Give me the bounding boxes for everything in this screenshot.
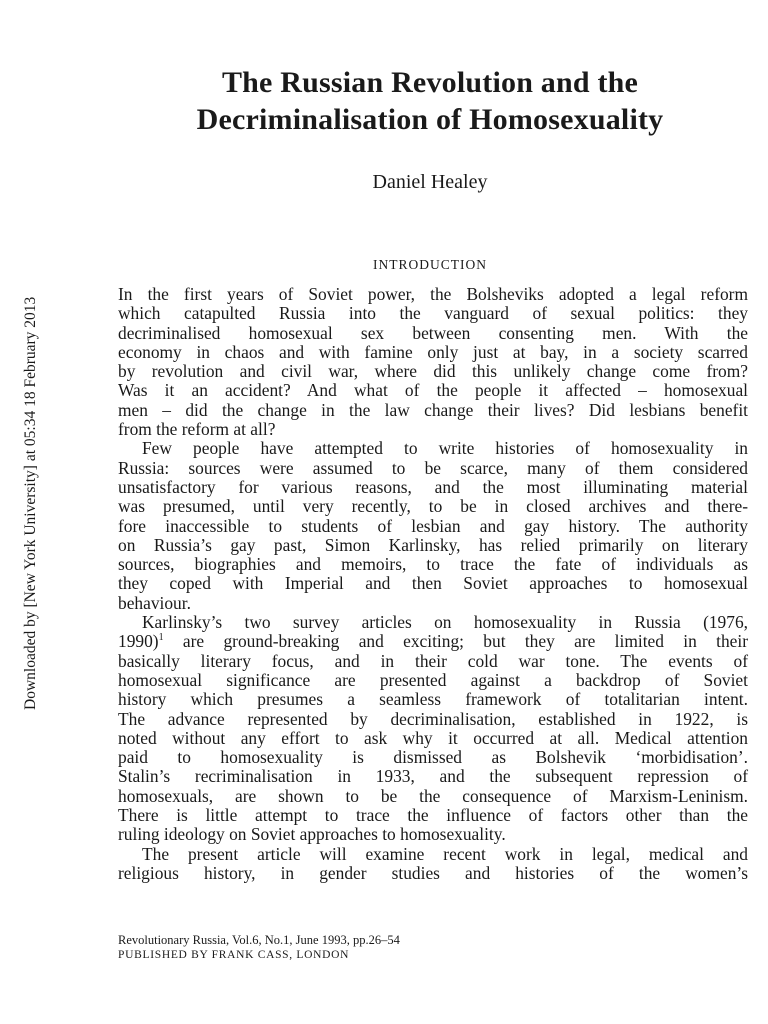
body-line-rest: are ground-breaking and exciting; but they are limited in their	[163, 631, 748, 652]
body-line: they coped with Imperial and then Soviet approaches to homosexual	[118, 573, 748, 594]
title-line-2: Decriminalisation of Homosexuality	[196, 103, 664, 136]
body-line: basically literary focus, and in their cold war tone. The events of	[118, 650, 748, 671]
side-download-note: Downloaded by [New York University] at 05:34 18 February 2013	[22, 296, 39, 710]
body-line: decriminalised homosexual sex between consenting men. With the	[118, 322, 748, 343]
body-line: was presumed, until very recently, to be in closed archives and there-	[118, 496, 748, 517]
body-line: on Russia’s gay past, Simon Karlinsky, has relied primarily on literary	[118, 534, 748, 555]
author-name: Daniel Healey	[372, 171, 488, 193]
journal-footer	[118, 933, 638, 963]
article-body	[118, 285, 748, 883]
body-line: There is little attempt to trace the influence of factors other than the	[118, 805, 748, 826]
body-line: Was it an accident? And what of the people it affected – homosexual	[118, 380, 748, 401]
title-line-1: The Russian Revolution and the	[221, 66, 639, 99]
body-line-start: 1990)	[118, 631, 159, 652]
journal-citation: Revolutionary Russia, Vol.6, No.1, June 1993, pp.26–54	[118, 933, 400, 947]
body-line: The present article will examine recent work in legal, medical and	[142, 843, 748, 864]
section-heading: INTRODUCTION	[373, 257, 487, 272]
body-line: by revolution and civil war, where did this unlikely change come from?	[118, 361, 748, 382]
body-line: paid to homosexuality is dismissed as Bolshevik ‘morbidisation’.	[118, 747, 748, 768]
body-line: In the first years of Soviet power, the Bolsheviks adopted a legal reform	[118, 284, 748, 304]
body-line: unsatisfactory for various reasons, and the most illuminating material	[118, 476, 748, 497]
body-line: noted without any effort to ask why it occurred at all. Medical attention	[118, 727, 748, 748]
body-line: which catapulted Russia into the vanguard of sexual politics: they	[118, 303, 748, 324]
body-line: Karlinsky’s two survey articles on homosexuality in Russia (1976,	[142, 612, 748, 633]
body-line: ruling ideology on Soviet approaches to homosexuality.	[118, 824, 506, 845]
body-line: fore inaccessible to students of lesbian and gay history. The authority	[118, 515, 748, 536]
body-line: homosexual significance are presented against a backdrop of Soviet	[118, 669, 748, 690]
body-line: from the reform at all?	[118, 419, 276, 440]
body-line: Few people have attempted to write histories of homosexuality in	[142, 438, 748, 459]
body-line: Russia: sources were assumed to be scarce, many of them considered	[118, 457, 748, 478]
body-line-with-footnote	[118, 632, 748, 651]
body-line: Stalin’s recriminalisation in 1933, and the subsequent repression of	[118, 766, 748, 787]
body-line: economy in chaos and with famine only just at bay, in a society scarred	[118, 341, 748, 362]
body-line: sources, biographies and memoirs, to trace the fate of individuals as	[118, 554, 748, 575]
article-title	[110, 64, 750, 138]
publisher-line: PUBLISHED BY FRANK CASS, LONDON	[118, 949, 350, 961]
body-line: history which presumes a seamless framework of totalitarian intent.	[118, 689, 748, 710]
body-line: men – did the change in the law change their lives? Did lesbians benefit	[118, 399, 748, 420]
footnote-marker: 1	[158, 632, 164, 644]
body-line: behaviour.	[118, 592, 191, 613]
body-line: The advance represented by decriminalisation, established in 1922, is	[118, 708, 748, 729]
body-line: religious history, in gender studies and histories of the women’s	[118, 862, 748, 883]
body-line: homosexuals, are shown to be the consequence of Marxism-Leninism.	[118, 785, 748, 806]
